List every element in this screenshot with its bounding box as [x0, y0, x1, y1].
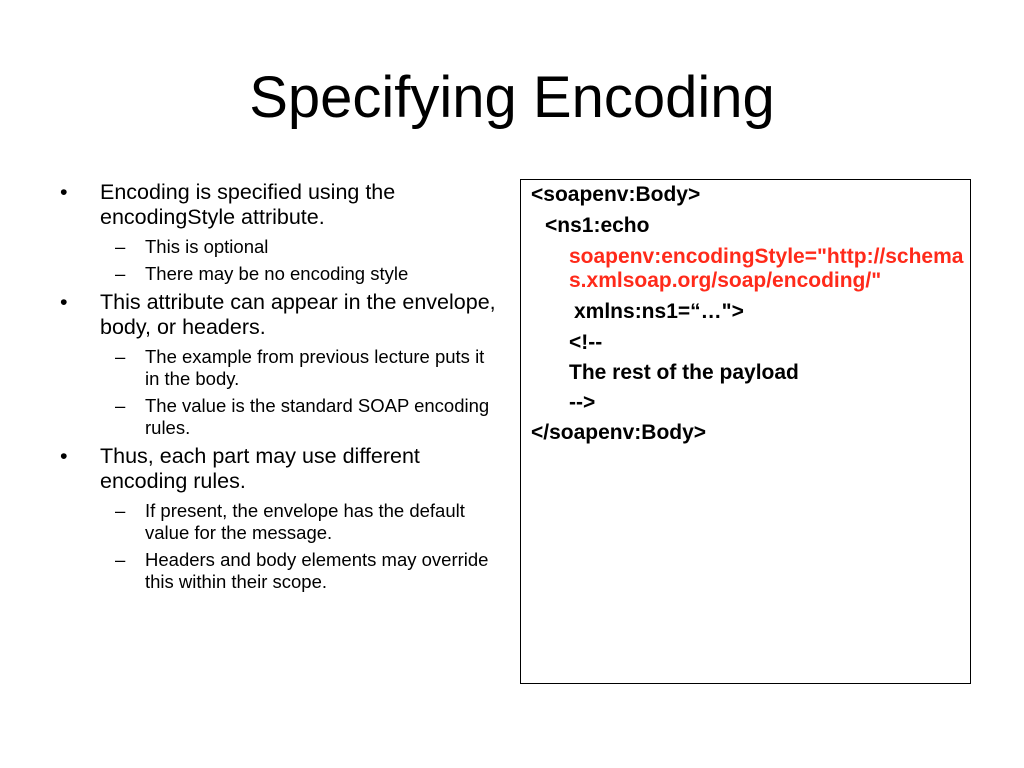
sub-bullet-text: This is optional [145, 236, 269, 257]
sub-bullet-text: The example from previous lecture puts it in the body. [145, 346, 485, 389]
sub-bullet-item [100, 263, 498, 285]
bullet-list [58, 180, 498, 598]
sub-bullet-text: Headers and body elements may override this within their scope. [145, 549, 489, 592]
bullet-marker: • [60, 444, 68, 468]
sub-bullet-item [100, 500, 498, 544]
sub-bullet-item [100, 395, 498, 439]
code-line-comment-text: The rest of the payload [569, 361, 799, 384]
code-example-box [520, 179, 971, 684]
sub-bullet-text: If present, the envelope has the default value for the message. [145, 500, 465, 543]
sub-bullet-list [100, 346, 498, 439]
bullet-text: Thus, each part may use different encoding rules. [100, 444, 420, 493]
sub-bullet-list [100, 236, 498, 285]
bullet-marker: • [60, 180, 68, 204]
code-line-comment-open: <!-- [569, 331, 603, 354]
code-line-encoding-style: soapenv:encodingStyle="http://schemas.xmlsoap.org/soap/encoding/" [569, 245, 964, 292]
dash-marker: – [115, 236, 126, 257]
slide-title: Specifying Encoding [249, 65, 775, 130]
code-line-comment-close: --> [569, 391, 596, 414]
bullet-item [58, 180, 498, 285]
sub-bullet-item [100, 549, 498, 593]
dash-marker: – [115, 500, 126, 521]
bullet-marker: • [60, 290, 68, 314]
code-line-echo-open: <ns1:echo [545, 214, 650, 237]
dash-marker: – [115, 395, 126, 416]
code-line-xmlns: xmlns:ns1=“…"> [574, 300, 744, 323]
code-line-body-open: <soapenv:Body> [531, 183, 701, 206]
dash-marker: – [115, 263, 126, 284]
sub-bullet-list [100, 500, 498, 593]
sub-bullet-text: The value is the standard SOAP encoding rules. [145, 395, 490, 438]
code-line-body-close: </soapenv:Body> [531, 421, 707, 444]
dash-marker: – [115, 346, 126, 367]
sub-bullet-text: There may be no encoding style [145, 263, 409, 284]
sub-bullet-item [100, 236, 498, 258]
dash-marker: – [115, 549, 126, 570]
bullet-text: Encoding is specified using the encodingStyle attribute. [100, 180, 396, 229]
bullet-text: This attribute can appear in the envelope, body, or headers. [100, 290, 496, 339]
sub-bullet-item [100, 346, 498, 390]
bullet-item [58, 444, 498, 593]
bullet-item [58, 290, 498, 439]
